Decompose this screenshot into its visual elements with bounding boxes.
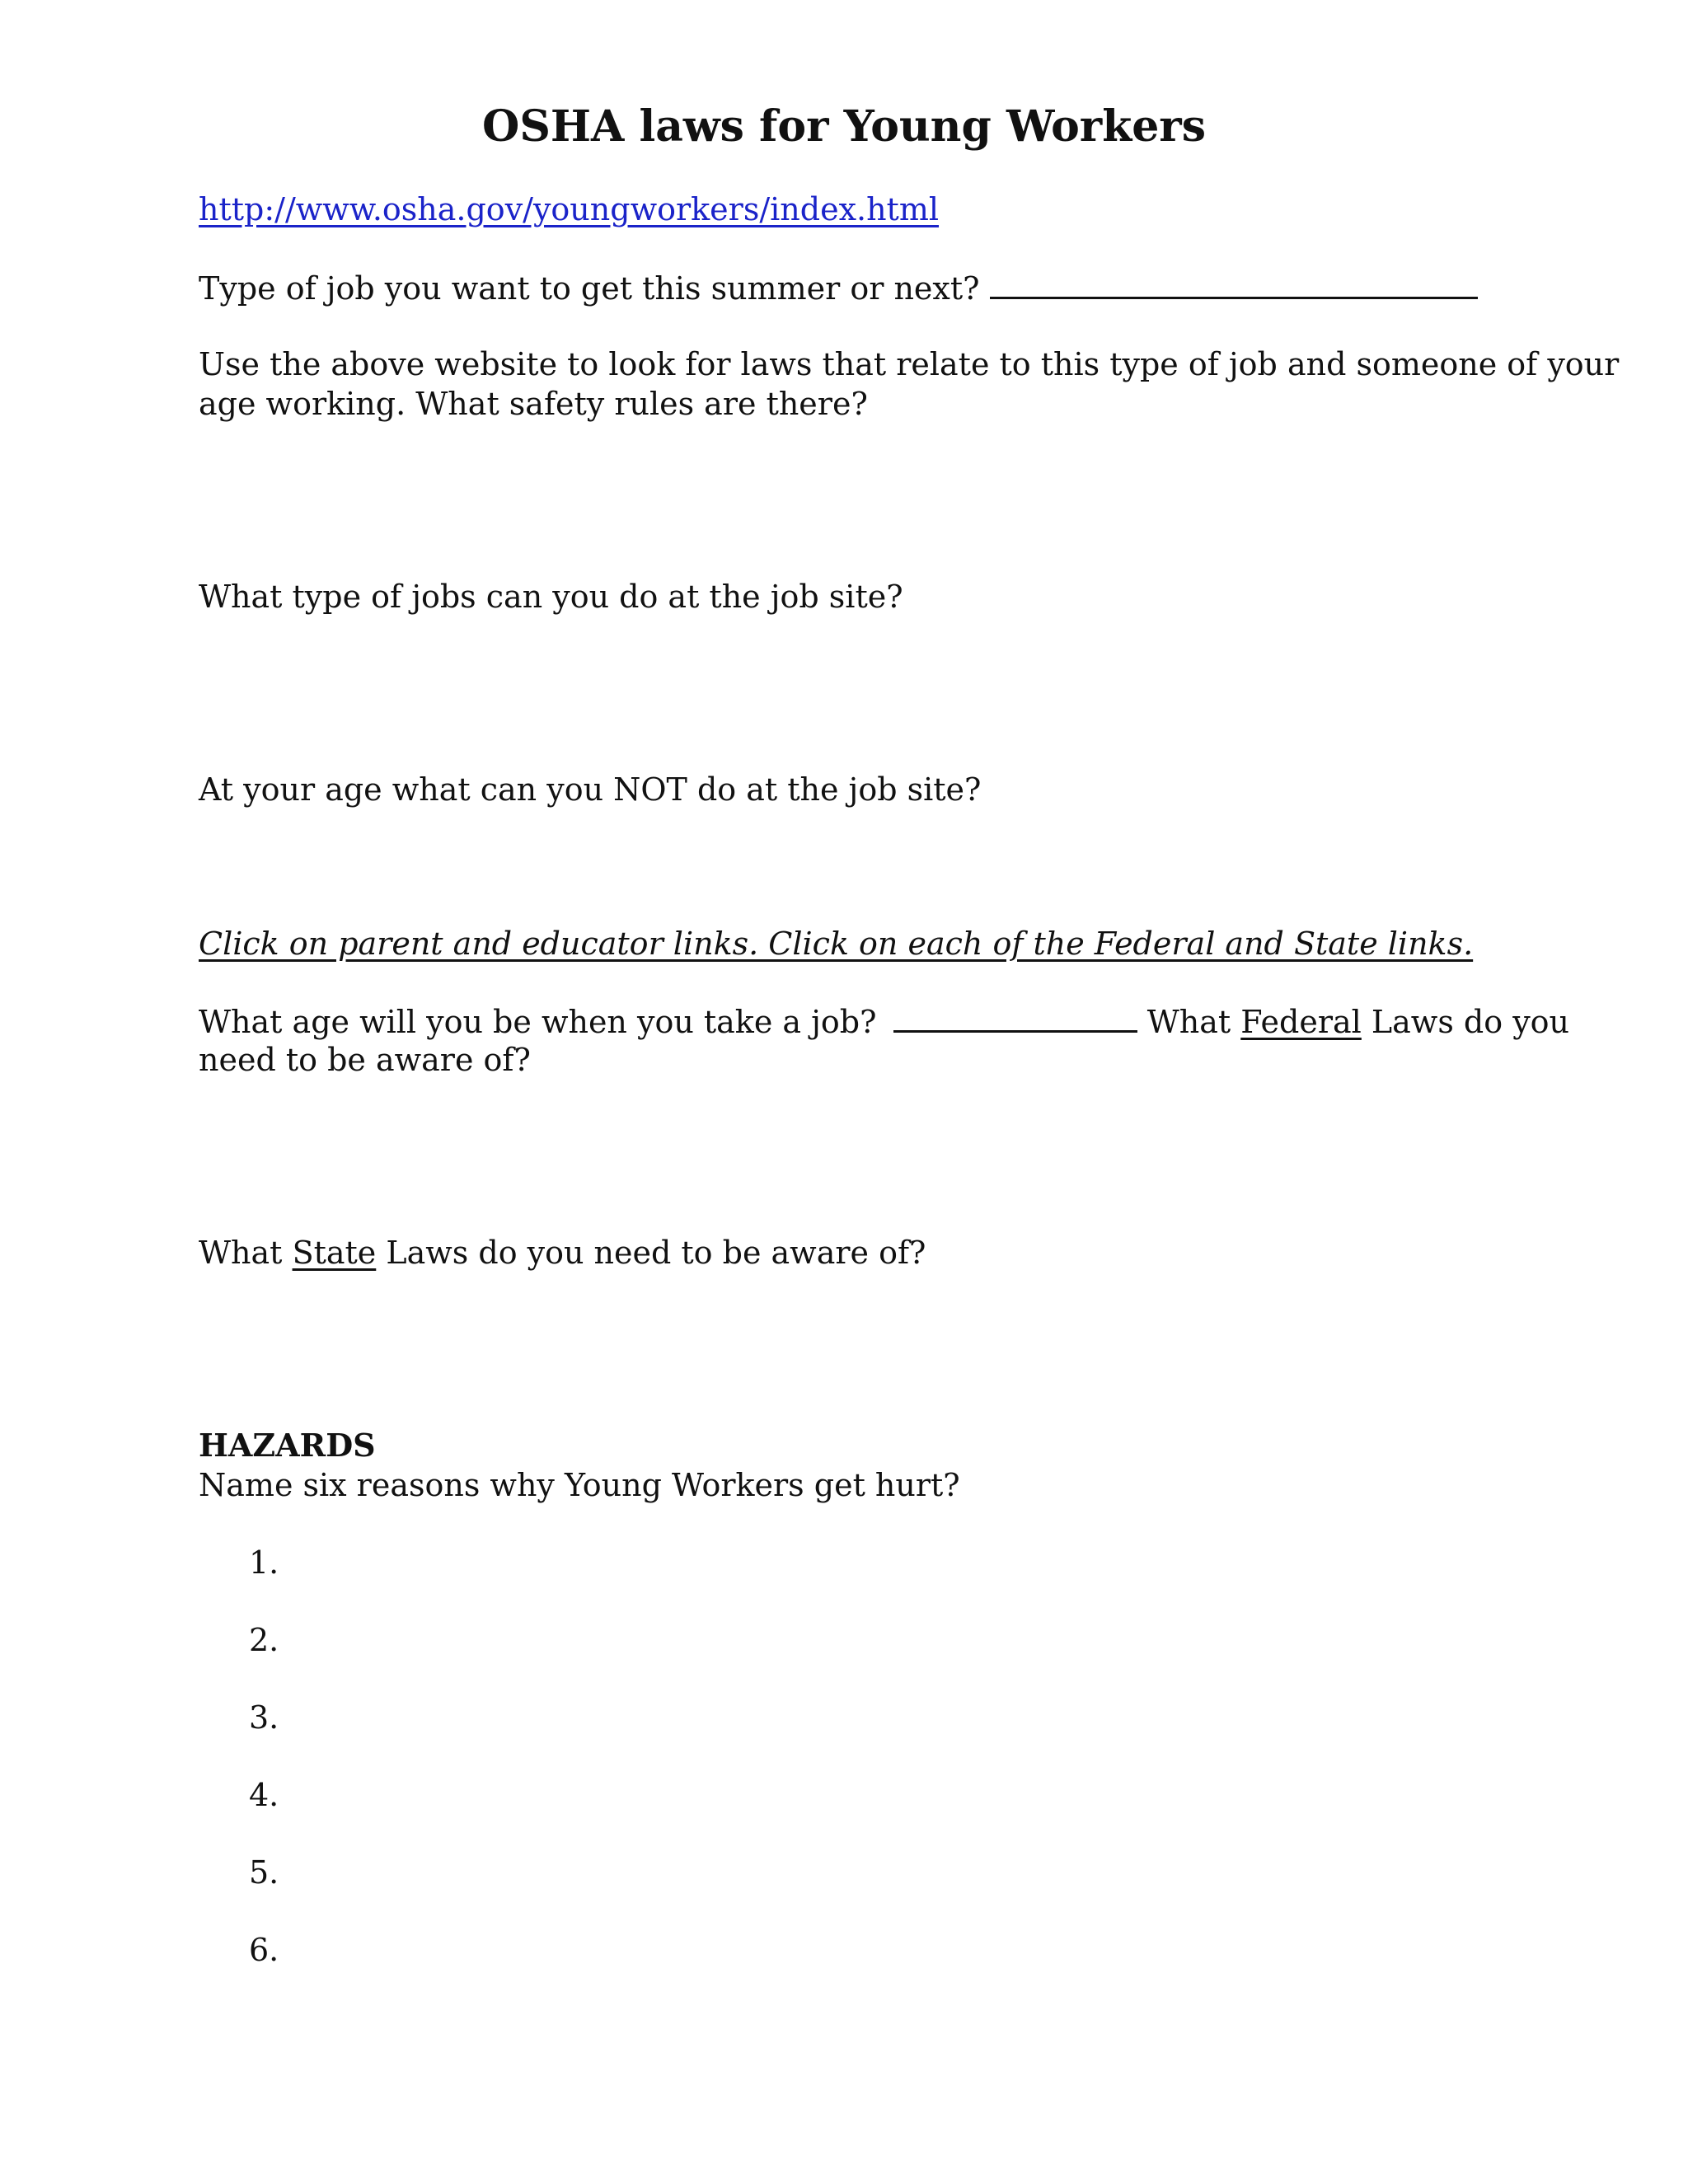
- question-cannot-do: At your age what can you NOT do at the job site?: [199, 771, 982, 808]
- question-federal-suffix: Laws do you: [1371, 1004, 1570, 1040]
- hazard-item-2: 2.: [249, 1622, 279, 1658]
- age-answer-blank[interactable]: [893, 1001, 1137, 1033]
- question-website-line-1: Use the above website to look for laws that relate to this type of job and someone of your: [199, 346, 1620, 382]
- question-state-suffix: Laws do you need to be aware of?: [386, 1235, 926, 1271]
- question-federal-line-2: need to be aware of?: [199, 1042, 531, 1078]
- hazard-item-1: 1.: [249, 1544, 279, 1581]
- question-age-federal: [199, 1001, 1569, 1042]
- osha-young-workers-link[interactable]: http://www.osha.gov/youngworkers/index.html: [199, 191, 940, 227]
- federal-word: Federal: [1240, 1004, 1362, 1040]
- state-word: State: [292, 1235, 377, 1271]
- question-state-prefix: What: [199, 1235, 283, 1271]
- page-title: OSHA laws for Young Workers: [482, 101, 1206, 152]
- hazard-item-5: 5.: [249, 1854, 279, 1891]
- question-jobs-can-do: What type of jobs can you do at the job site?: [199, 579, 903, 615]
- question-job-type-text: Type of job you want to get this summer or next?: [199, 270, 980, 307]
- question-age-text: What age will you be when you take a job?: [199, 1004, 877, 1040]
- hazards-heading: HAZARDS: [199, 1427, 376, 1464]
- hazard-item-3: 3.: [249, 1699, 279, 1736]
- question-federal-prefix: What: [1146, 1004, 1231, 1040]
- instruction-links: Click on parent and educator links. Click on each of the Federal and State links.: [199, 926, 1474, 962]
- job-type-answer-blank[interactable]: [990, 267, 1478, 299]
- question-website-line-2: age working. What safety rules are there?: [199, 386, 868, 422]
- hazard-item-6: 6.: [249, 1932, 279, 1968]
- question-state-laws: [199, 1233, 926, 1272]
- hazards-prompt: Name six reasons why Young Workers get hurt?: [199, 1467, 960, 1503]
- hazard-item-4: 4.: [249, 1777, 279, 1813]
- question-job-type: [199, 267, 1478, 308]
